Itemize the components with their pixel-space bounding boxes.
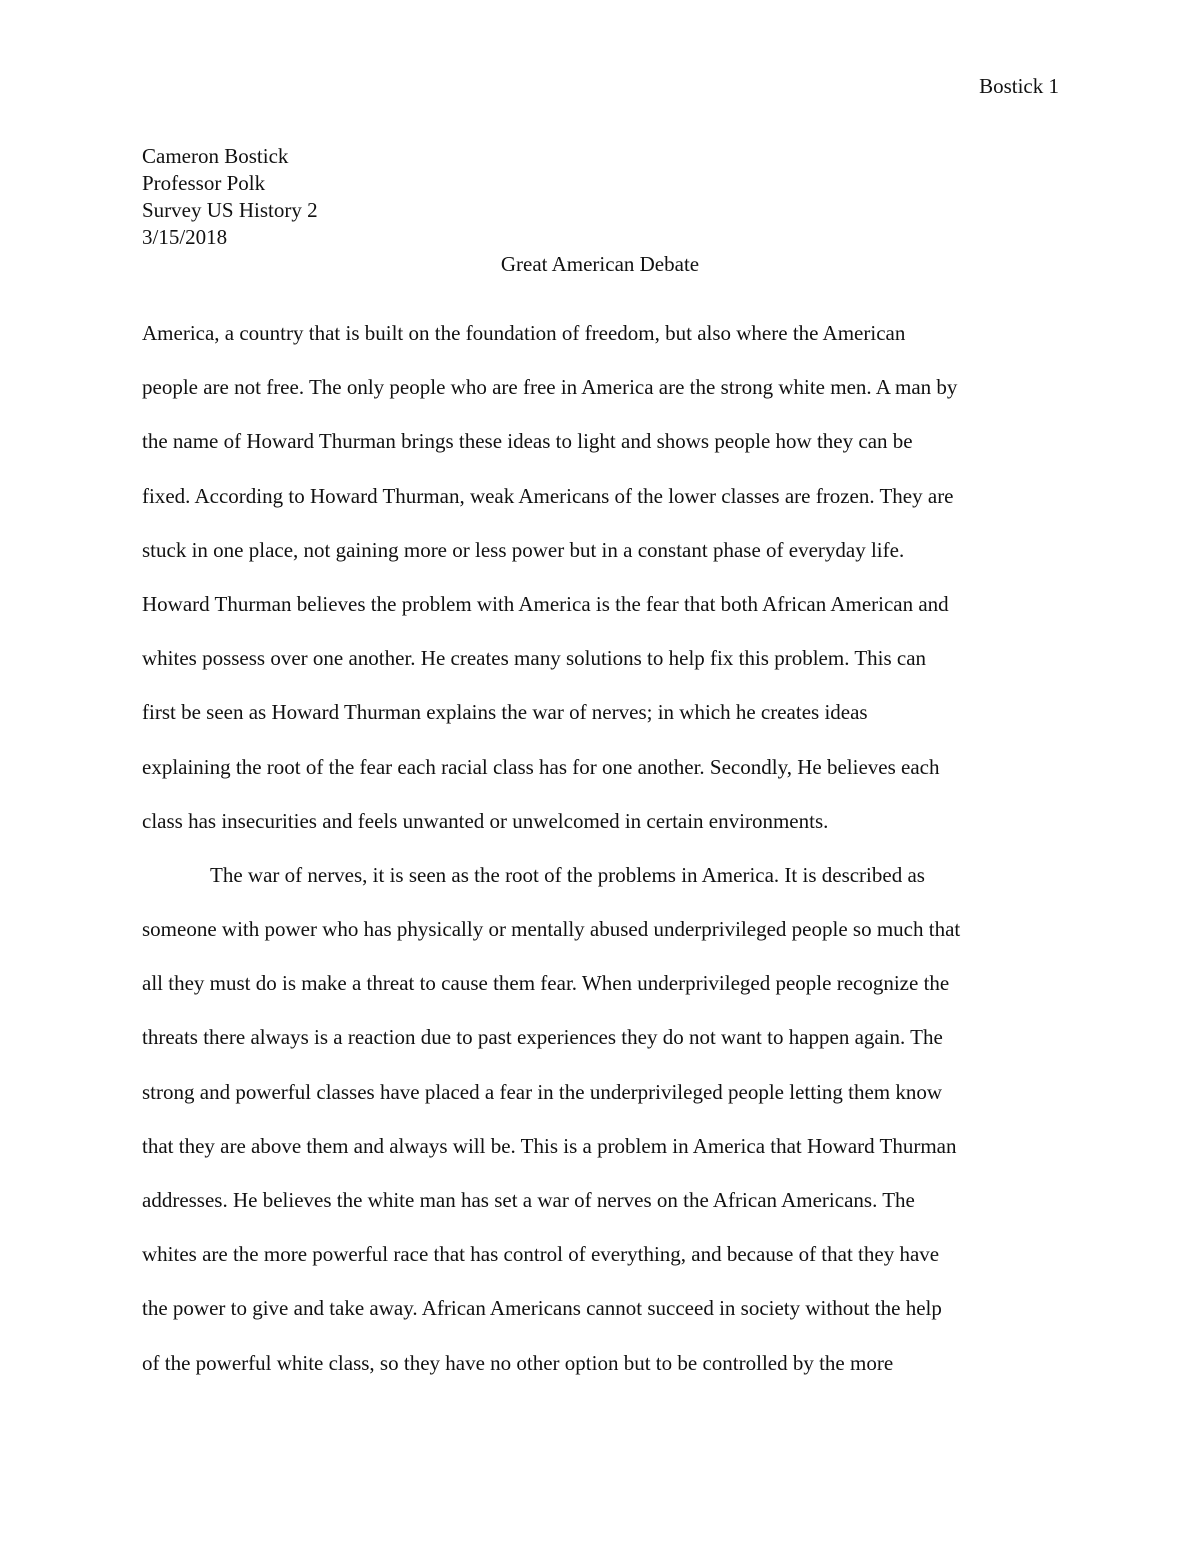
author-name: Cameron Bostick bbox=[142, 144, 289, 168]
text-line: first be seen as Howard Thurman explains the war of nerves; in which he creates ideas bbox=[142, 700, 868, 725]
text-line: Howard Thurman believes the problem with America is the fear that both African American and bbox=[142, 591, 949, 616]
professor-name: Professor Polk bbox=[142, 171, 266, 195]
text-line: that they are above them and always will be. This is a problem in America that Howard Thurman bbox=[142, 1133, 957, 1158]
text-line: strong and powerful classes have placed a fear in the underprivileged people letting them know bbox=[142, 1079, 943, 1104]
text-line: people are not free. The only people who are free in America are the strong white men. A man by bbox=[142, 375, 958, 400]
paper-date: 3/15/2018 bbox=[142, 225, 228, 249]
text-line: addresses. He believes the white man has set a war of nerves on the African Americans. The bbox=[142, 1188, 915, 1212]
paragraph-2 bbox=[142, 848, 1062, 1390]
body-text bbox=[142, 306, 1062, 1390]
paper-title: Great American Debate bbox=[500, 252, 700, 276]
text-line: whites possess over one another. He creates many solutions to help fix this problem. This can bbox=[142, 646, 927, 671]
text-line: all they must do is make a threat to cause them fear. When underprivileged people recognize the bbox=[142, 971, 950, 996]
text-line: whites are the more powerful race that has control of everything, and because of that they have bbox=[142, 1242, 940, 1267]
text-line: The war of nerves, it is seen as the root of the problems in America. It is described as bbox=[210, 862, 925, 887]
running-header: Bostick 1 bbox=[979, 74, 1059, 98]
text-line: the name of Howard Thurman brings these ideas to light and shows people how they can be bbox=[142, 429, 913, 454]
text-line: of the powerful white class, so they have no other option but to be controlled by the more bbox=[142, 1350, 894, 1375]
course-name: Survey US History 2 bbox=[142, 198, 318, 222]
text-line: someone with power who has physically or mentally abused underprivileged people so much that bbox=[142, 917, 961, 942]
heading-block bbox=[142, 143, 318, 251]
text-line: America, a country that is built on the foundation of freedom, but also where the American bbox=[142, 321, 906, 345]
text-line: class has insecurities and feels unwanted or unwelcomed in certain environments. bbox=[142, 808, 829, 833]
text-line: fixed. According to Howard Thurman, weak Americans of the lower classes are frozen. They are bbox=[142, 483, 954, 508]
text-line: threats there always is a reaction due to past experiences they do not want to happen again. The bbox=[142, 1025, 943, 1050]
paragraph-1 bbox=[142, 306, 1062, 848]
text-line: stuck in one place, not gaining more or less power but in a constant phase of everyday life. bbox=[142, 537, 905, 562]
text-line: explaining the root of the fear each racial class has for one another. Secondly, He believes each bbox=[142, 754, 940, 779]
text-line: the power to give and take away. African Americans cannot succeed in society without the help bbox=[142, 1296, 942, 1321]
